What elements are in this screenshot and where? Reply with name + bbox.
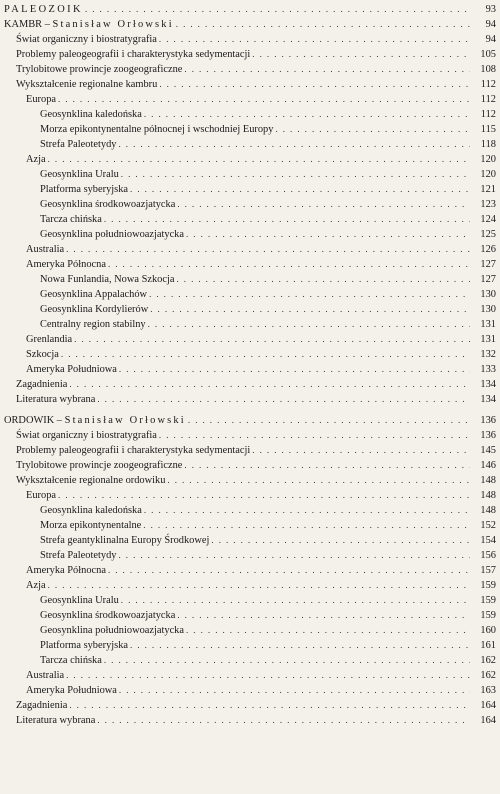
dot-leader — [66, 242, 470, 257]
toc-entry-title — [40, 227, 186, 242]
toc-entry — [40, 122, 470, 137]
toc-text: Australia — [26, 244, 65, 255]
toc-entry — [26, 347, 470, 362]
dot-leader — [143, 518, 470, 533]
toc-text: Geosynklina Appalachów — [40, 289, 148, 300]
toc-entry-title — [40, 518, 143, 533]
toc-text: Zagadnienia — [16, 379, 68, 390]
toc-entry-row — [0, 503, 500, 518]
toc-entry — [4, 17, 470, 32]
toc-entry-title — [26, 257, 108, 272]
toc-page-number: 125 — [480, 229, 496, 240]
dot-leader — [58, 92, 470, 107]
toc-page-number: 164 — [480, 700, 496, 711]
toc-entry — [16, 443, 470, 458]
toc-entry-row — [0, 392, 500, 407]
toc-entry-title — [26, 488, 58, 503]
toc-text: Azja — [26, 580, 46, 591]
toc-entry — [16, 473, 470, 488]
toc-text: Geosynklina środkowoazjatycka — [40, 199, 176, 210]
toc-entry — [26, 488, 470, 503]
toc-entry-title — [16, 458, 184, 473]
toc-chapter-row — [0, 2, 500, 17]
toc-entry-title — [26, 683, 119, 698]
dot-leader — [69, 377, 470, 392]
toc-entry — [40, 608, 470, 623]
toc-entry-row — [0, 317, 500, 332]
toc-text: Problemy paleogeografii i charakterystyka sedymentacji — [16, 445, 251, 456]
dot-leader — [211, 533, 470, 548]
toc-entry-title — [40, 302, 150, 317]
toc-entry-title — [16, 77, 159, 92]
dot-leader — [184, 458, 470, 473]
toc-text: Tarcza chińska — [40, 655, 102, 666]
toc-page-number: 94 — [485, 19, 496, 30]
toc-entry — [4, 413, 470, 428]
dot-leader — [58, 488, 470, 503]
toc-text: Trylobitowe prowincje zoogeograficzne — [16, 460, 183, 471]
toc-text: Tarcza chińska — [40, 214, 102, 225]
toc-entry-title — [4, 2, 85, 17]
toc-text: Geosynklina Kordylierów — [40, 304, 149, 315]
toc-entry-row — [0, 62, 500, 77]
toc-entry-title — [40, 182, 130, 197]
toc-entry-title — [16, 377, 69, 392]
toc-entry-title — [40, 272, 176, 287]
toc-entry-title — [16, 392, 97, 407]
toc-text: Świat organiczny i biostratygrafia — [16, 34, 157, 45]
dot-leader — [121, 167, 470, 182]
toc-text: Geosynklina kaledońska — [40, 505, 142, 516]
toc-text: Wykształcenie regionalne kambru — [16, 79, 158, 90]
toc-entry-title — [40, 638, 130, 653]
toc-page-number: 146 — [480, 460, 496, 471]
toc-entry-title — [26, 332, 74, 347]
toc-entry — [40, 287, 470, 302]
toc-page-number: 161 — [480, 640, 496, 651]
toc-entry — [16, 428, 470, 443]
dot-leader — [121, 593, 470, 608]
toc-page-number: 134 — [480, 379, 496, 390]
dot-leader — [275, 122, 470, 137]
toc-entry-title — [16, 32, 159, 47]
toc-entry — [40, 638, 470, 653]
dot-leader — [144, 503, 470, 518]
toc-entry-title — [40, 197, 177, 212]
toc-entry-title — [40, 503, 144, 518]
toc-spaced-text: PALEOZOIK — [4, 4, 83, 15]
toc-entry-title — [40, 653, 104, 668]
toc-entry-row — [0, 488, 500, 503]
toc-entry — [40, 137, 470, 152]
toc-text: Geosynklina kaledońska — [40, 109, 142, 120]
toc-entry-title — [40, 548, 118, 563]
toc-text: Platforma syberyjska — [40, 184, 129, 195]
toc-entry-title — [16, 428, 159, 443]
toc-entry-title — [40, 608, 177, 623]
toc-page-number: 121 — [480, 184, 496, 195]
toc-entry-row — [0, 212, 500, 227]
toc-page-number: 130 — [480, 289, 496, 300]
dot-leader — [69, 698, 470, 713]
toc-entry-title — [16, 47, 252, 62]
toc-entry-title — [26, 563, 108, 578]
dot-leader — [118, 548, 470, 563]
toc-entry-row — [0, 683, 500, 698]
toc-entry-title — [26, 362, 119, 377]
toc-text: Geosynklina południowoazjatycka — [40, 625, 184, 636]
toc-entry-row — [0, 137, 500, 152]
toc-page-number: 162 — [480, 655, 496, 666]
toc-text: Morza epikontynentalne — [40, 520, 142, 531]
toc-page-number: 145 — [480, 445, 496, 456]
toc-page-number: 157 — [480, 565, 496, 576]
toc-page-number: 154 — [480, 535, 496, 546]
toc-entry-row — [0, 518, 500, 533]
toc-entry-title — [16, 443, 252, 458]
toc-text: Platforma syberyjska — [40, 640, 129, 651]
toc-page-number: 159 — [480, 595, 496, 606]
dot-leader — [148, 317, 470, 332]
toc-page-number: 131 — [480, 319, 496, 330]
toc-text: Literatura wybrana — [16, 394, 96, 405]
toc-entry — [40, 212, 470, 227]
toc-entry-row — [0, 77, 500, 92]
toc-entry-row — [0, 362, 500, 377]
toc-entry — [40, 197, 470, 212]
dot-leader — [252, 47, 470, 62]
toc-page-number: 94 — [485, 34, 496, 45]
toc-page-number: 148 — [480, 505, 496, 516]
toc-entry — [26, 362, 470, 377]
toc-text: KAMBR – — [4, 19, 53, 30]
toc-text: Geosynklina Uralu — [40, 595, 119, 606]
dot-leader — [119, 362, 470, 377]
toc-entry-title — [16, 62, 184, 77]
toc-entry — [16, 698, 470, 713]
toc-page-number: 156 — [480, 550, 496, 561]
toc-entry-title — [26, 668, 66, 683]
dot-leader — [118, 137, 470, 152]
toc-entry — [40, 623, 470, 638]
toc-entry-row — [0, 332, 500, 347]
toc-entry-title — [4, 17, 176, 32]
toc-entry-row — [0, 473, 500, 488]
toc-entry-row — [0, 197, 500, 212]
toc-text: Szkocja — [26, 349, 59, 360]
toc-entry-title — [40, 107, 144, 122]
dot-leader — [159, 32, 470, 47]
toc-text: Ameryka Północna — [26, 565, 106, 576]
toc-page-number: 136 — [480, 415, 496, 426]
toc-entry-title — [26, 92, 58, 107]
toc-entry-row — [0, 548, 500, 563]
toc-entry — [40, 167, 470, 182]
toc-text: Nowa Funlandia, Nowa Szkocja — [40, 274, 175, 285]
toc-entry-title — [40, 122, 275, 137]
toc-entry-title — [4, 413, 188, 428]
dot-leader — [108, 563, 470, 578]
toc-entry-title — [26, 152, 48, 167]
dot-leader — [167, 473, 470, 488]
toc-entry-row — [0, 668, 500, 683]
dot-leader — [97, 713, 470, 728]
toc-page-number: 115 — [480, 124, 496, 135]
dot-leader — [144, 107, 470, 122]
toc-spaced-text: Stanisław Orłowski — [64, 415, 186, 426]
toc-entry-row — [0, 608, 500, 623]
toc-text: Świat organiczny i biostratygrafia — [16, 430, 157, 441]
toc-text: Wykształcenie regionalne ordowiku — [16, 475, 166, 486]
dot-leader — [159, 428, 470, 443]
toc-entry — [26, 683, 470, 698]
toc-entry-row — [0, 593, 500, 608]
dot-leader — [159, 77, 470, 92]
toc-entry-row — [0, 428, 500, 443]
toc-entry-row — [0, 623, 500, 638]
toc-entry-row — [0, 458, 500, 473]
dot-leader — [104, 653, 470, 668]
toc-entry — [40, 653, 470, 668]
toc-entry — [40, 107, 470, 122]
dot-leader — [149, 287, 470, 302]
toc-page-number: 108 — [480, 64, 496, 75]
toc-entry-row — [0, 167, 500, 182]
toc-page-number: 132 — [480, 349, 496, 360]
dot-leader — [252, 443, 470, 458]
toc-entry-row — [0, 443, 500, 458]
toc-entry — [16, 377, 470, 392]
toc-text: Strefa geantyklinalna Europy Środkowej — [40, 535, 210, 546]
toc-text: Strefa Paleotetydy — [40, 139, 117, 150]
toc-page-number: 124 — [480, 214, 496, 225]
toc-entry-row — [0, 698, 500, 713]
toc-entry — [4, 2, 470, 17]
toc-entry-row — [0, 578, 500, 593]
toc-page-number: 127 — [480, 259, 496, 270]
toc-entry-row — [0, 107, 500, 122]
toc-entry — [26, 152, 470, 167]
toc-entry — [40, 548, 470, 563]
toc-page-number: 160 — [480, 625, 496, 636]
toc-page-number: 148 — [480, 475, 496, 486]
toc-entry-row — [0, 713, 500, 728]
toc-text: Morza epikontynentalne północnej i wschodniej Europy — [40, 124, 274, 135]
toc-page-number: 127 — [480, 274, 496, 285]
toc-entry-row — [0, 377, 500, 392]
toc-entry-row — [0, 257, 500, 272]
toc-page-number: 159 — [480, 610, 496, 621]
toc-text: Literatura wybrana — [16, 715, 96, 726]
toc-entry-row — [0, 182, 500, 197]
toc-entry-title — [16, 713, 97, 728]
toc-text: Ameryka Południowa — [26, 685, 117, 696]
toc-entry-title — [40, 533, 211, 548]
toc-page-number: 159 — [480, 580, 496, 591]
toc-spaced-text: Stanisław Orłowski — [52, 19, 174, 30]
toc-entry-row — [0, 227, 500, 242]
dot-leader — [66, 668, 470, 683]
toc-page-number: 93 — [485, 4, 496, 15]
toc-text: Europa — [26, 94, 57, 105]
toc-page-number: 118 — [480, 139, 496, 150]
dot-leader — [48, 578, 470, 593]
dot-leader — [176, 272, 470, 287]
toc-text: Europa — [26, 490, 57, 501]
toc-entry — [40, 302, 470, 317]
toc-entry-row — [0, 32, 500, 47]
toc-chapter-row — [0, 413, 500, 428]
toc-entry — [26, 92, 470, 107]
toc-entry-title — [40, 593, 121, 608]
dot-leader — [48, 152, 470, 167]
toc-entry — [40, 317, 470, 332]
dot-leader — [85, 2, 470, 17]
toc-entry-row — [0, 533, 500, 548]
toc-text: ORDOWIK – — [4, 415, 65, 426]
dot-leader — [184, 62, 470, 77]
dot-leader — [177, 608, 470, 623]
dot-leader — [177, 197, 470, 212]
toc-entry — [16, 458, 470, 473]
toc-entry — [26, 668, 470, 683]
toc-text: Centralny region stabilny — [40, 319, 146, 330]
toc-page-number: 148 — [480, 490, 496, 501]
dot-leader — [130, 638, 470, 653]
toc-text: Trylobitowe prowincje zoogeograficzne — [16, 64, 183, 75]
toc-text: Ameryka Południowa — [26, 364, 117, 375]
toc-entry-title — [26, 347, 61, 362]
toc-page-number: 133 — [480, 364, 496, 375]
dot-leader — [97, 392, 470, 407]
toc-entry — [26, 242, 470, 257]
toc-entry-row — [0, 152, 500, 167]
dot-leader — [104, 212, 470, 227]
toc-text: Geosynklina Uralu — [40, 169, 119, 180]
toc-page-number: 123 — [480, 199, 496, 210]
toc-chapter-row — [0, 17, 500, 32]
toc-entry — [16, 77, 470, 92]
toc-text: Geosynklina środkowoazjatycka — [40, 610, 176, 621]
toc-entry-title — [40, 287, 149, 302]
toc-text: Geosynklina południowoazjatycka — [40, 229, 184, 240]
dot-leader — [150, 302, 470, 317]
toc-page-number: 120 — [480, 169, 496, 180]
toc-entry — [26, 563, 470, 578]
toc-page-number: 162 — [480, 670, 496, 681]
toc-entry — [16, 32, 470, 47]
toc-entry — [26, 578, 470, 593]
toc-page-number: 112 — [480, 79, 496, 90]
toc-page-number: 163 — [480, 685, 496, 696]
toc-entry-title — [40, 212, 104, 227]
toc-page-number: 134 — [480, 394, 496, 405]
toc-entry-row — [0, 92, 500, 107]
toc-page-number: 112 — [480, 94, 496, 105]
toc-entry-title — [40, 317, 148, 332]
dot-leader — [61, 347, 470, 362]
toc-text: Grenlandia — [26, 334, 73, 345]
toc-entry — [40, 533, 470, 548]
toc-page-number: 136 — [480, 430, 496, 441]
toc-text: Problemy paleogeografii i charakterystyka sedymentacji — [16, 49, 251, 60]
toc-entry-row — [0, 242, 500, 257]
dot-leader — [186, 227, 470, 242]
toc-page-number: 152 — [480, 520, 496, 531]
toc-page-number: 112 — [480, 109, 496, 120]
toc-entry-row — [0, 653, 500, 668]
dot-leader — [74, 332, 470, 347]
toc-entry — [16, 47, 470, 62]
toc-entry-row — [0, 347, 500, 362]
toc-text: Zagadnienia — [16, 700, 68, 711]
toc-entry — [40, 227, 470, 242]
toc-entry — [40, 182, 470, 197]
toc-entry — [26, 332, 470, 347]
toc-entry — [16, 62, 470, 77]
toc-entry-row — [0, 563, 500, 578]
dot-leader — [176, 17, 470, 32]
toc-entry — [40, 272, 470, 287]
toc-entry — [40, 593, 470, 608]
toc-entry — [16, 713, 470, 728]
toc-entry — [40, 518, 470, 533]
toc-text: Strefa Paleotetydy — [40, 550, 117, 561]
toc-entry-row — [0, 287, 500, 302]
toc-page-number: 131 — [480, 334, 496, 345]
toc-page-number: 120 — [480, 154, 496, 165]
toc-page-number: 130 — [480, 304, 496, 315]
dot-leader — [130, 182, 470, 197]
toc-page-number: 105 — [480, 49, 496, 60]
toc-entry — [16, 392, 470, 407]
dot-leader — [119, 683, 470, 698]
toc-text: Azja — [26, 154, 46, 165]
toc-entry-row — [0, 272, 500, 287]
toc-entry-title — [40, 167, 121, 182]
toc-entry-title — [40, 137, 118, 152]
toc-entry-title — [40, 623, 186, 638]
toc-entry-row — [0, 638, 500, 653]
toc-page-number: 126 — [480, 244, 496, 255]
toc-entry-title — [26, 242, 66, 257]
toc-entry — [26, 257, 470, 272]
toc-entry-row — [0, 302, 500, 317]
toc-text: Australia — [26, 670, 65, 681]
toc-text: Ameryka Północna — [26, 259, 106, 270]
toc-page-number: 164 — [480, 715, 496, 726]
toc-entry-title — [16, 473, 167, 488]
toc-entry-title — [16, 698, 69, 713]
toc-entry-title — [26, 578, 48, 593]
toc-entry — [40, 503, 470, 518]
dot-leader — [186, 623, 470, 638]
toc-entry-row — [0, 47, 500, 62]
dot-leader — [188, 413, 470, 428]
toc-entry-row — [0, 122, 500, 137]
dot-leader — [108, 257, 470, 272]
